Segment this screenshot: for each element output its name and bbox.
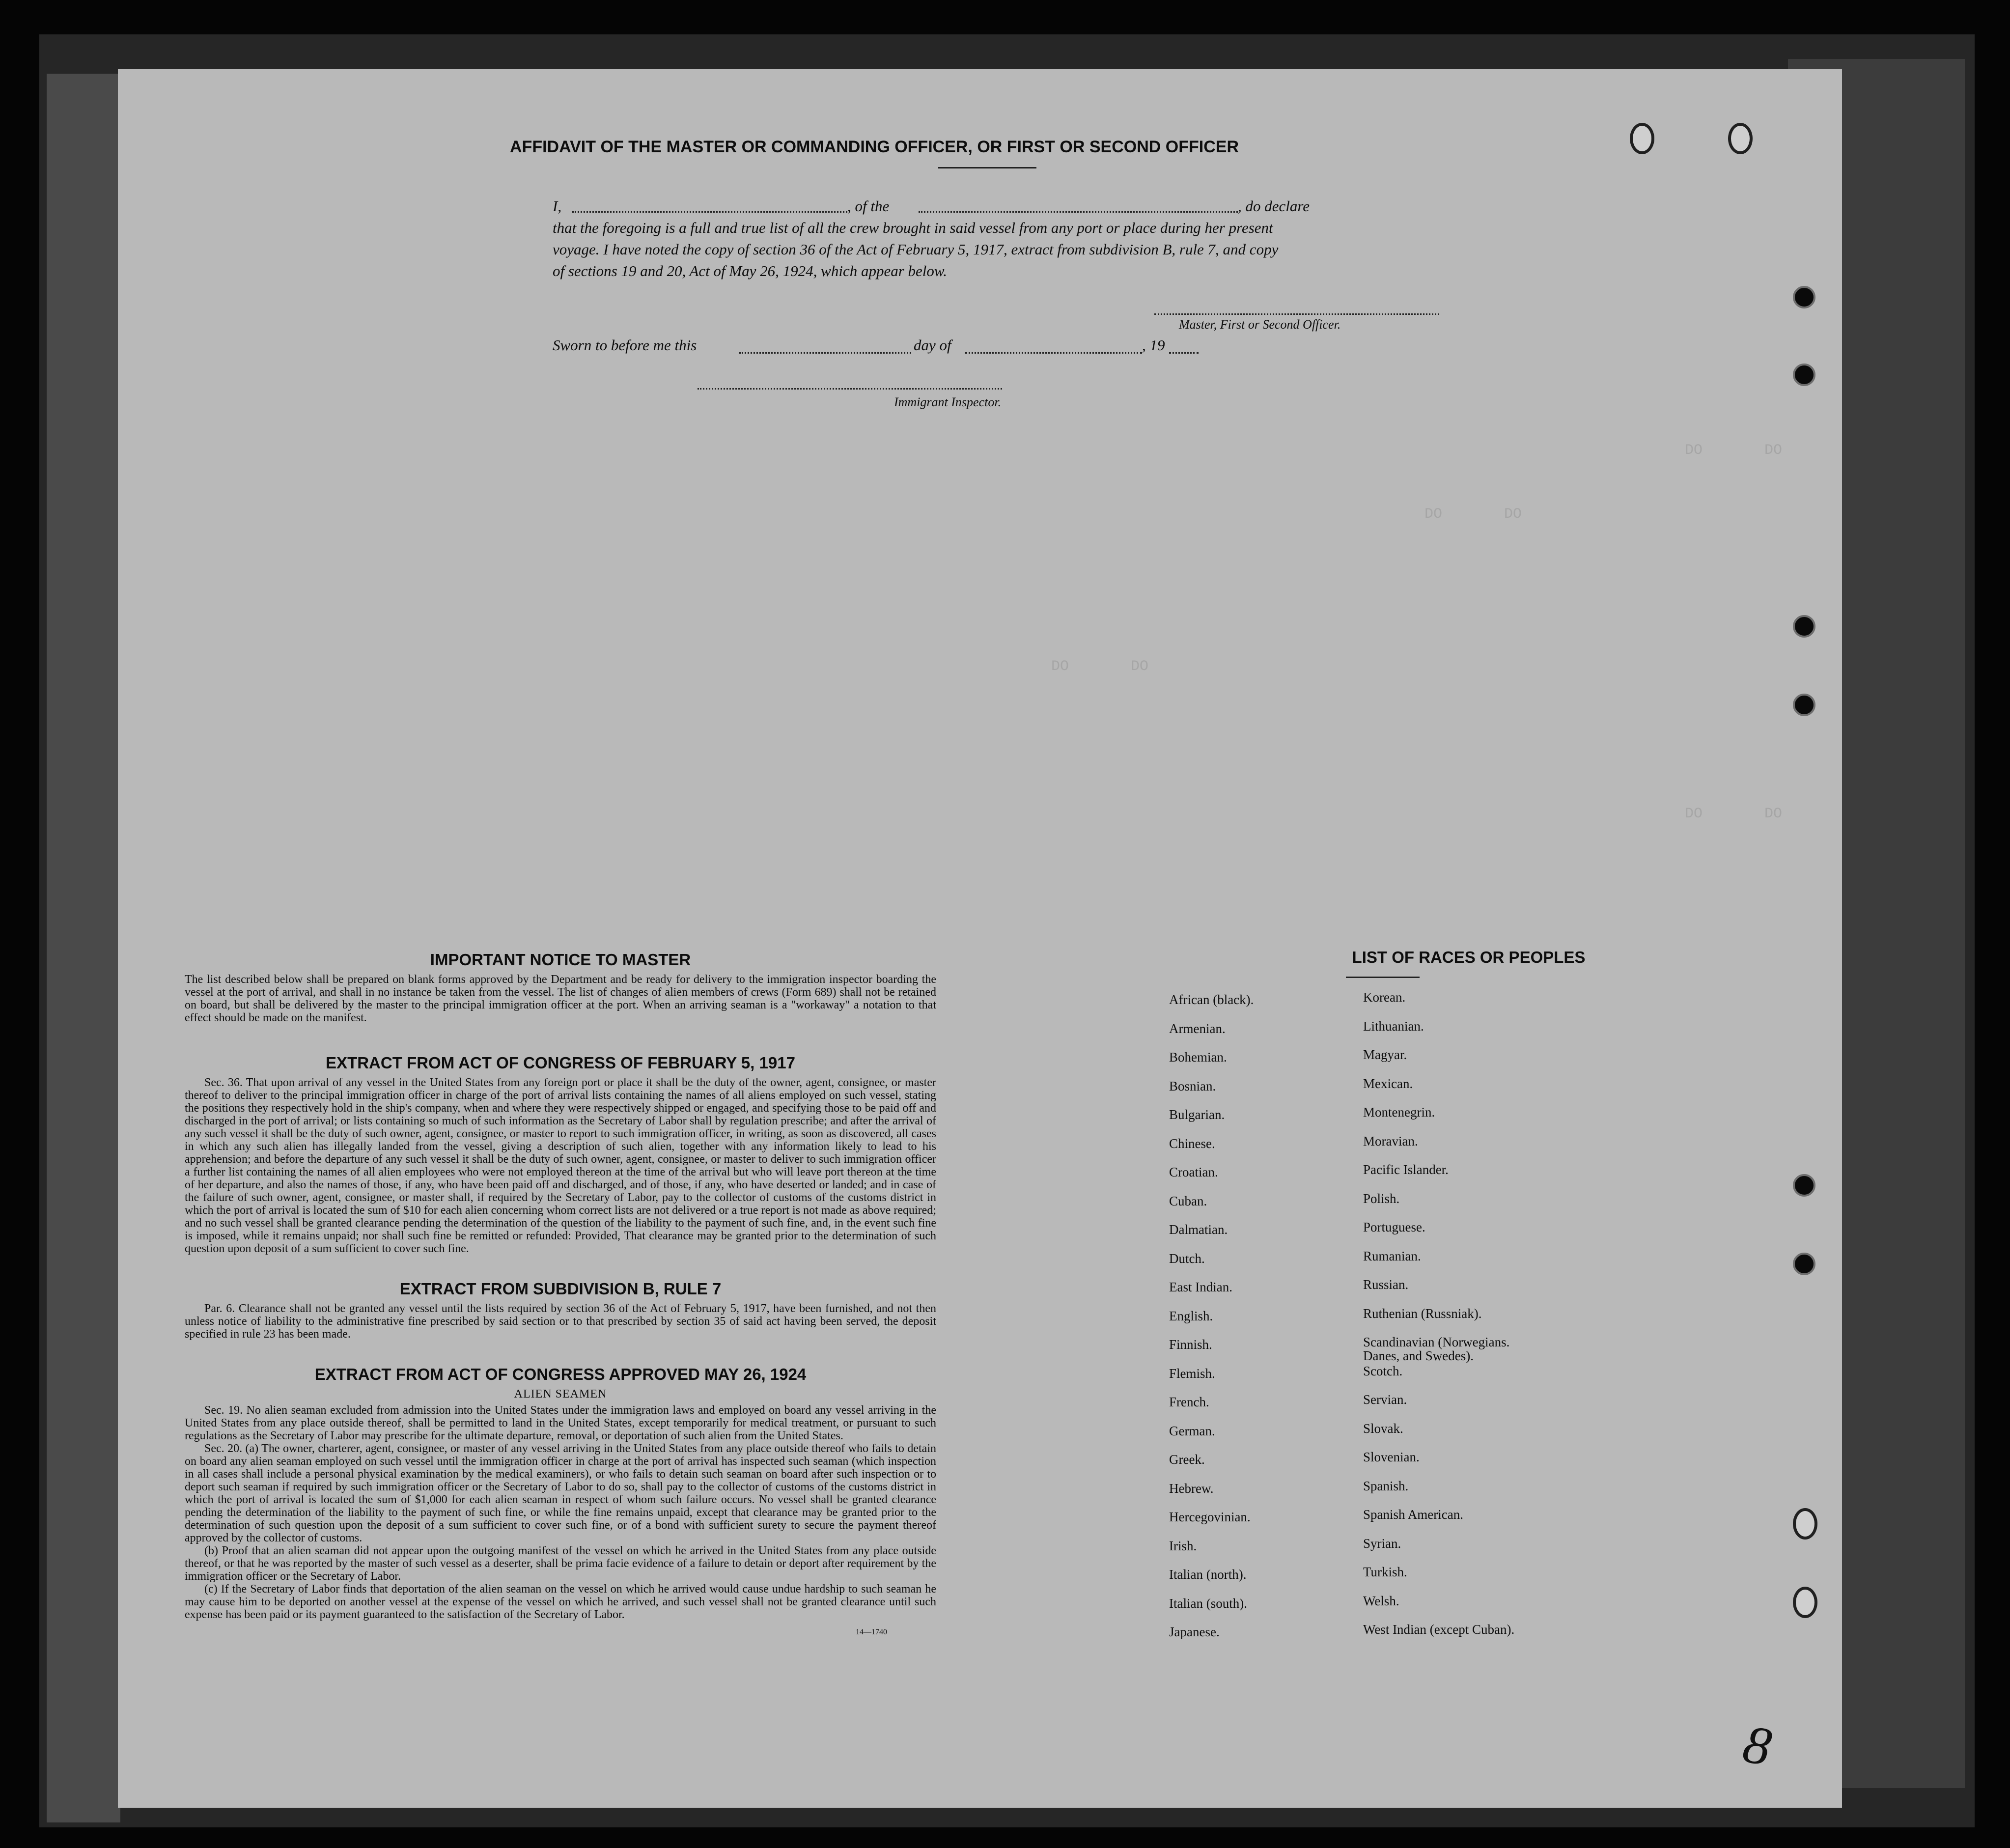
declare-i: I,	[553, 197, 562, 215]
race-entry: Irish.	[1169, 1538, 1197, 1553]
race-entry: French.	[1169, 1395, 1209, 1409]
race-entry: Finnish.	[1169, 1337, 1212, 1352]
race-entry: Magyar.	[1363, 1047, 1407, 1062]
race-entry: Welsh.	[1363, 1593, 1399, 1608]
notices-column	[185, 951, 936, 1637]
section-20a-text: Sec. 20. (a) The owner, charterer, agent, consignee, or master of any vessel arriving in the United States from any place outside thereof who fails to detain on board any alien seaman employed on such vessel until the immigration officer in charge at the port of arrival has inspected such seaman (which inspection in all cases shall include a personal physical examination by the medical examiners), or who fails to detain such seaman on board after such inspection or to deport such seaman if required by such immigration officer or the Secretary of Labor to do so, shall pay to the collector of customs of the customs district in which the port of arrival is located the sum of $1,000 for each alien seaman in respect of whom such failure occurs. No vessel shall be granted clearance pending the determination of the liability to the payment of such fine, or while the fine remains unpaid, except that clearance may be granted prior to the determination of such question upon the deposit of a sum sufficient to cover such fine, or of a bond with sufficient surety to secure the payment thereof approved by the collector of customs.	[185, 1442, 936, 1544]
race-entry: West Indian (except Cuban).	[1363, 1622, 1515, 1637]
signature-label: Master, First or Second Officer.	[1179, 317, 1341, 332]
affidavit-line-3: voyage. I have noted the copy of section 36 of the Act of February 5, 1917, extract from subdivision B, rule 7, and copy	[553, 241, 1279, 258]
manifest-page	[118, 69, 1842, 1808]
races-underline	[1346, 977, 1420, 978]
month-field-line	[965, 352, 1142, 354]
race-entry: Hercegovinian.	[1169, 1510, 1251, 1524]
race-entry: Croatian.	[1169, 1165, 1218, 1179]
race-entry: Korean.	[1363, 990, 1406, 1005]
sworn-day-of: day of	[914, 336, 951, 354]
vessel-field-line	[919, 211, 1238, 213]
extract-1924-subtitle: ALIEN SEAMEN	[514, 1388, 607, 1400]
inspector-label: Immigrant Inspector.	[894, 395, 1002, 409]
declaration-line	[553, 196, 1569, 217]
punch-hole	[1793, 1253, 1815, 1275]
signature-line	[1154, 313, 1439, 315]
affidavit-line-4: of sections 19 and 20, Act of May 26, 1924, which appear below.	[553, 262, 948, 280]
binder-ring	[1630, 123, 1654, 154]
race-entry: English.	[1169, 1308, 1213, 1323]
race-entry: Italian (south).	[1169, 1596, 1247, 1611]
extract-rule7-text: Par. 6. Clearance shall not be granted any vessel until the lists required by section 36 of the Act of February 5, 1917, have been furnished, and not then unless notice of liability to the administrative fine prescribed by said section or to that prescribed by section 35 of said act having been served, the deposit specified in rule 23 has been made.	[185, 1302, 936, 1341]
race-entry: Armenian.	[1169, 1021, 1226, 1036]
race-entry: Rumanian.	[1363, 1248, 1421, 1263]
race-entry: Flemish.	[1169, 1366, 1215, 1381]
affidavit-line-2: that the foregoing is a full and true list of all the crew brought in said vessel from any port or place during her present	[553, 219, 1273, 236]
affidavit-title: AFFIDAVIT OF THE MASTER OR COMMANDING OFFICER, OR FIRST OR SECOND OFFICER	[510, 138, 1239, 156]
race-entry: Mexican.	[1363, 1076, 1413, 1091]
sworn-year: , 19	[1142, 336, 1165, 354]
section-20c-text: (c) If the Secretary of Labor finds that deportation of the alien seaman on the vessel on which he arrived would cause undue hardship to such seaman he may cause him to be deported on another vessel at the expense of the vessel on which he arrived, and such vessel shall not be granted clearance until such expense has been paid or its payment guaranteed to the satisfaction of the Secretary of Labor.	[185, 1583, 936, 1621]
race-entry: Slovenian.	[1363, 1450, 1420, 1464]
race-entry: Scandinavian (Norwegians.	[1363, 1335, 1510, 1349]
stacked-page-edges	[47, 74, 120, 1822]
race-entry: Bosnian.	[1169, 1078, 1216, 1093]
name-field-line	[572, 211, 847, 213]
extract-1917-text: Sec. 36. That upon arrival of any vessel in the United States from any foreign port or place it shall be the duty of the owner, agent, consignee, or master thereof to deliver to the principal immigration officer in charge of the port of arrival lists containing the names of all aliens employed on such vessel, stating the positions they respectively hold in the ship's company, when and where they were respectively shipped or engaged, and specifying those to be paid off and discharged in the port of arrival; or lists containing so much of such information as the Secretary of Labor shall by regulation prescribe; and after the arrival of any such vessel it shall be the duty of such owner, agent, consignee, or master to report to such immigration officer, in writing, as soon as discovered, all cases in which any such alien has illegally landed from the vessel, giving a description of such alien, together with any information likely to lead to his apprehension; and before the departure of any such vessel it shall be the duty of such owner, agent, consignee, or master to deliver to such immigration officer a further list containing the names of all alien employees who were not employed thereon at the time of the arrival but who will leave port thereon at the time of her departure, and also the names of those, if any, who have been paid off and discharged, and of those, if any, who have deserted or landed; and in case of the failure of such owner, agent, consignee, or master shall, if required by the Secretary of Labor, pay to the collector of customs of the customs district in which the port of arrival is located the sum of $10 for each alien concerning whom correct lists are not delivered or a true report is not made as above required; and no such vessel shall be granted clearance pending the determination of the question of the liability to the payment of such fine, and, in the event such fine is imposed, while it remains unpaid; nor shall such fine be remitted or refunded: Provided, That clearance may be granted prior to the determination of such question upon deposit of a sum sufficient to cover such fine.	[185, 1076, 936, 1255]
race-entry: Servian.	[1363, 1392, 1407, 1407]
race-entry: Bulgarian.	[1169, 1107, 1225, 1122]
punch-hole	[1793, 694, 1815, 716]
notice-text: The list described below shall be prepared on blank forms approved by the Department and be ready for delivery to the immigration inspector boarding the vessel at the port of arrival, and shall in no instance be taken from the vessel. The list of changes of alien members of crews (Form 689) shall not be retained on board, but shall be delivered by the master to the principal immigration officer at the port. When an arriving seaman is a "workaway" a notation to that effect should be made on the manifest.	[185, 973, 936, 1024]
race-entry: Russian.	[1363, 1277, 1409, 1292]
race-entry: Moravian.	[1363, 1133, 1418, 1148]
race-entry: Greek.	[1169, 1452, 1205, 1467]
race-entry: Ruthenian (Russniak).	[1363, 1306, 1482, 1321]
race-entry: African (black).	[1169, 992, 1254, 1007]
inspector-signature-line	[698, 388, 1002, 390]
year-field-line	[1169, 352, 1199, 354]
race-entry: Lithuanian.	[1363, 1018, 1424, 1034]
extract-1917-title: EXTRACT FROM ACT OF CONGRESS OF FEBRUARY 5, 1917	[326, 1054, 795, 1072]
races-title: LIST OF RACES OR PEOPLES	[1352, 948, 1586, 966]
race-entry: Dutch.	[1169, 1251, 1205, 1266]
binder-ring	[1793, 1508, 1817, 1540]
race-entry: Spanish.	[1363, 1478, 1409, 1493]
race-entry: Dalmatian.	[1169, 1222, 1228, 1237]
extract-rule7-title: EXTRACT FROM SUBDIVISION B, RULE 7	[399, 1280, 722, 1298]
punch-hole	[1793, 286, 1815, 308]
race-entry: Spanish American.	[1363, 1507, 1463, 1522]
race-entry: Hebrew.	[1169, 1481, 1214, 1496]
race-entry: Montenegrin.	[1363, 1105, 1435, 1120]
race-entry: Pacific Islander.	[1363, 1162, 1449, 1177]
bleed-through-column: DO DO	[1685, 806, 1783, 822]
punch-hole	[1793, 1174, 1815, 1197]
sworn-prefix: Sworn to before me this	[553, 336, 697, 354]
section-19-text: Sec. 19. No alien seaman excluded from admission into the United States under the immigration laws and employed on board any vessel arriving in the United States from any place outside thereof, shall be permitted to land in the United States, except temporarily for medical treatment, or pursuant to such regulations as the Secretary of Labor may prescribe for the ultimate departure, removal, or deportation of such alien from the United States.	[185, 1404, 936, 1442]
race-entry: German.	[1169, 1423, 1215, 1438]
race-entry: Portuguese.	[1363, 1220, 1425, 1234]
bleed-through-column: DO DO	[1685, 442, 1783, 459]
race-entry: Japanese.	[1169, 1624, 1220, 1639]
affidavit-body	[553, 196, 1569, 282]
declare-of-the: , of the	[847, 197, 890, 215]
binder-ring	[1793, 1587, 1817, 1618]
bleed-through-column: DO DO	[1424, 506, 1522, 523]
race-entry: Italian (north).	[1169, 1567, 1247, 1582]
race-entry: Chinese.	[1169, 1136, 1215, 1151]
sworn-line	[553, 336, 1240, 358]
handwritten-page-mark: 8	[1738, 1713, 1776, 1777]
race-entry: Turkish.	[1363, 1565, 1407, 1579]
section-20b-text: (b) Proof that an alien seaman did not appear upon the outgoing manifest of the vessel on which he arrived in the United States from any place outside thereof, or that he was reported by the master of such vessel as a deserter, shall be prima facie evidence of a failure to detain or deport after requirement by the immigration officer or the Secretary of Labor.	[185, 1544, 936, 1583]
punch-hole	[1793, 615, 1815, 638]
race-entry: Slovak.	[1363, 1421, 1403, 1436]
binder-ring	[1728, 123, 1753, 154]
race-entry: Cuban.	[1169, 1193, 1207, 1208]
bleed-through-column: DO DO	[1051, 658, 1149, 675]
punch-hole	[1793, 364, 1815, 386]
race-entry: Polish.	[1363, 1191, 1400, 1206]
declare-do-declare: , do declare	[1238, 197, 1310, 215]
race-entry: Scotch.	[1363, 1363, 1403, 1378]
race-entry: Danes, and Swedes).	[1363, 1348, 1474, 1363]
form-number: 14—1740	[856, 1628, 887, 1636]
notice-title: IMPORTANT NOTICE TO MASTER	[430, 951, 691, 969]
race-entry: East Indian.	[1169, 1280, 1232, 1294]
extract-1924-title: EXTRACT FROM ACT OF CONGRESS APPROVED MAY 26, 1924	[314, 1365, 807, 1383]
race-entry: Syrian.	[1363, 1536, 1401, 1551]
title-underline	[938, 167, 1036, 168]
race-entry: Bohemian.	[1169, 1050, 1227, 1064]
day-field-line	[739, 352, 911, 354]
